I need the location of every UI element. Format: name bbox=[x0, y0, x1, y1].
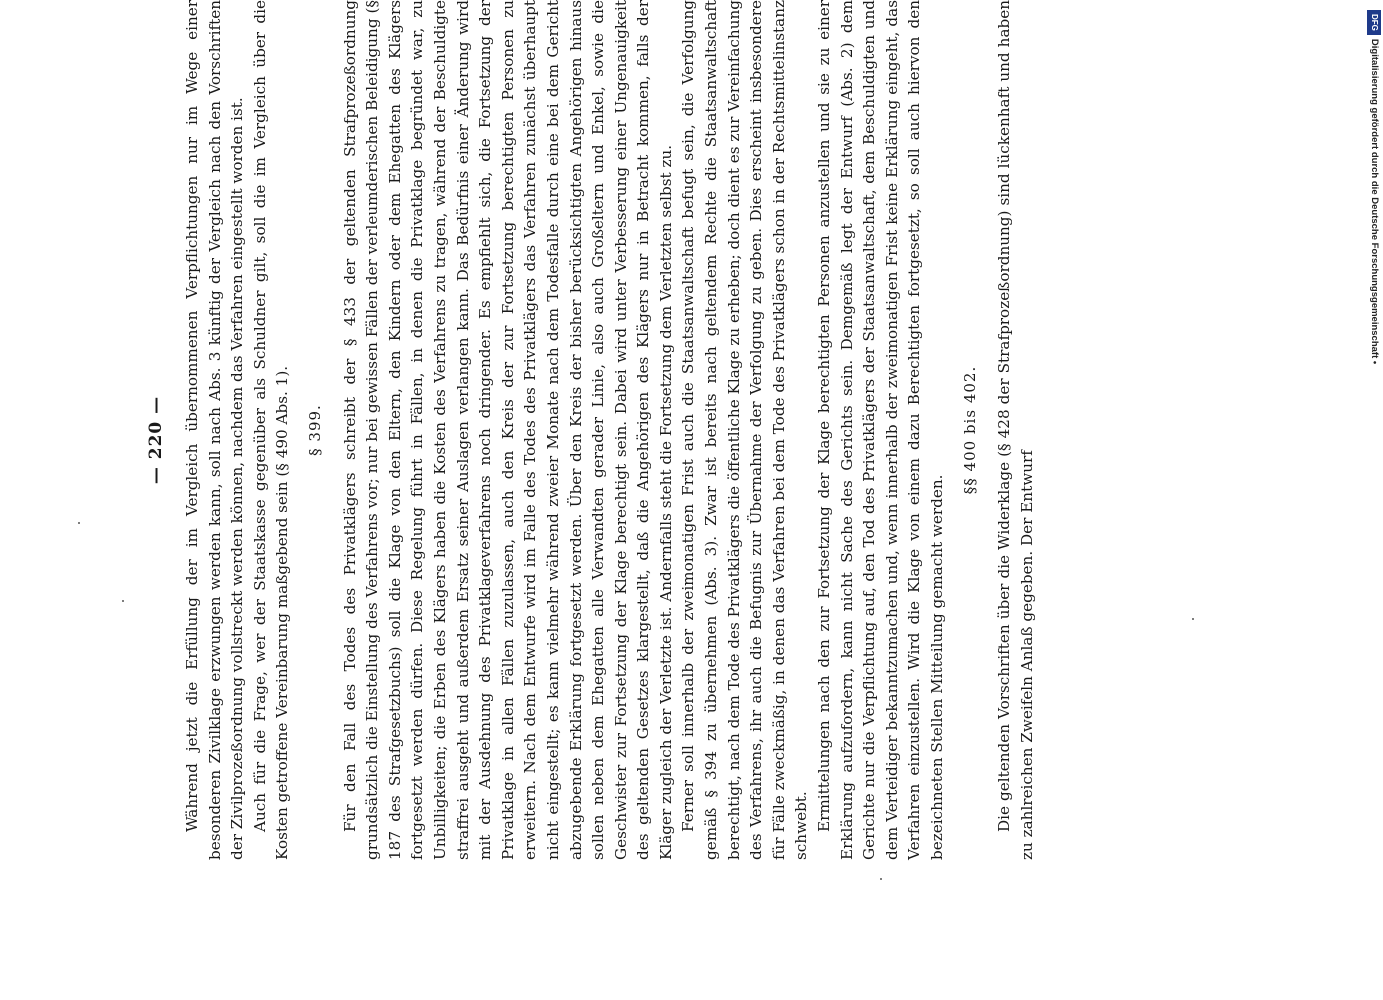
paragraph: Ermittelungen nach den zur Fortsetzung der Klage berechtigten Personen anzustellen und sie zu einer Erklärung aufzufordern, kann nicht Sache des Gerichts sein. Demgemäß legt der Entwurf (Abs. 2) dem Gerichte nur die Verpflichtung auf, den Tod des Privatklägers der Staatsanwaltschaft, dem Beschuldigten und dem Verteidiger bekanntzumachen und, wenn innerhalb der zweimonatigen Frist keine Erklärung eingeht, das Verfahren einzustellen. Wird die Klage von einem dazu Berechtigten fortgesetzt, so soll auch hiervon den bezeichneten Stellen Mitteilung gemacht werden. bbox=[815, 0, 946, 860]
credit-text: Digitalisierung gefördert durch die Deutsche Forschungsgemeinschaft • bbox=[1369, 38, 1380, 365]
paragraph: Ferner soll innerhalb der zweimonatigen Frist auch die Staatsanwaltschaft befugt sein, die Verfolgung gemäß § 394 zu übernehmen (Abs. 3). Zwar ist bereits nach geltendem Rechte die Staatsanwaltschaft berechtigt, nach dem Tode des Privatklägers die öffentliche Klage zu erheben; doch dient es zur Vereinfachung des Verfahrens, ihr auch die Befugnis zur Übernahme der Verfolgung zu geben. Dies erscheint insbesondere für Fälle zweckmäßig, in denen das Verfahren bei dem Tode des Privatklägers schon in der Rechtsmittelinstanz schwebt. bbox=[679, 0, 811, 860]
page-number bbox=[145, 0, 168, 880]
digitization-credit bbox=[1366, 10, 1382, 390]
paragraph: Auch für die Frage, wer der Staatskasse gegenüber als Schuldner gilt, soll die im Vergleich über die Kosten getroffene Vereinbarung maßgebend sein (§ 490 Abs. 1). bbox=[250, 0, 292, 860]
scanned-page bbox=[145, 0, 1205, 880]
section-heading-399: § 399. bbox=[305, 404, 324, 456]
body-text bbox=[181, 0, 1038, 860]
paragraph: Die geltenden Vorschriften über die Widerklage (§ 428 der Strafprozeßordnung) sind lückenhaft und haben zu zahlreichen Zweifeln Anlaß gegeben. Der Entwurf bbox=[995, 0, 1036, 860]
scan-speck bbox=[880, 878, 882, 880]
dfg-logo: DFG bbox=[1367, 10, 1381, 35]
paragraph: Für den Fall des Todes des Privatklägers schreibt der § 433 der geltenden Strafprozeßordnung grundsätzlich die Einstellung des Verfahrens vor; nur bei gewissen Fällen der verleumderischen Beleidigung (§ 187 des Strafgesetzbuchs) soll die Klage von den Eltern, den Kindern oder dem Ehegatten des Klägers fortgesetzt werden dürfen. Diese Regelung führt in Fällen, in denen die Privatklage begründet war, zu Unbilligkeiten; die Erben des Klägers haben die Kosten des Verfahrens zu tragen, während der Beschuldigte straffrei ausgeht und außerdem Ersatz seiner Auslagen verlangen kann. Das Bedürfnis einer Änderung wird mit der Ausdehnung des Privatklageverfahrens noch dringender. Es empfiehlt sich, die Fortsetzung der Privatklage in allen Fällen zuzulassen, auch den Kreis der zur Fortsetzung berechtigten Personen zu erweitern. Nach dem Entwurfe wird im Falle des Todes des Privatklägers das Verfahren zunächst überhaupt nicht eingestellt; es kann vielmehr während zweier Monate nach dem Todesfalle durch eine bei dem Gericht abzugebende Erklärung fortgesetzt werden. Über den Kreis der bisher berücksichtigten Angehörigen hinaus sollen neben dem Ehegatten alle Verwandten gerader Linie, also auch Großeltern und Enkel, sowie die Geschwister zur Fortsetzung der Klage berechtigt sein. Dabei wird unter Verbesserung einer Ungenauigkeit des geltenden Gesetzes klargestellt, daß die Angehörigen des Klägers nur in Betracht kommen, falls der Kläger zugleich der Verletzte ist. Andernfalls steht die Fortsetzung dem Verletzten selbst zu. bbox=[340, 0, 675, 860]
scan-speck bbox=[78, 522, 80, 524]
paragraph: Während jetzt die Erfüllung der im Vergleich übernommenen Verpflichtungen nur im Wege einer besonderen Zivilklage erzwungen werden kann, soll nach Abs. 3 künftig der Vergleich nach den Vorschriften der Zivilprozeßordnung vollstreckt werden können, nachdem das Verfahren eingestellt worden ist. bbox=[183, 0, 247, 860]
scan-speck bbox=[122, 600, 124, 602]
section-heading-400-402: §§ 400 bis 402. bbox=[960, 365, 979, 495]
page-number-text: — 220 — bbox=[146, 395, 166, 485]
scan-speck bbox=[1192, 618, 1194, 620]
